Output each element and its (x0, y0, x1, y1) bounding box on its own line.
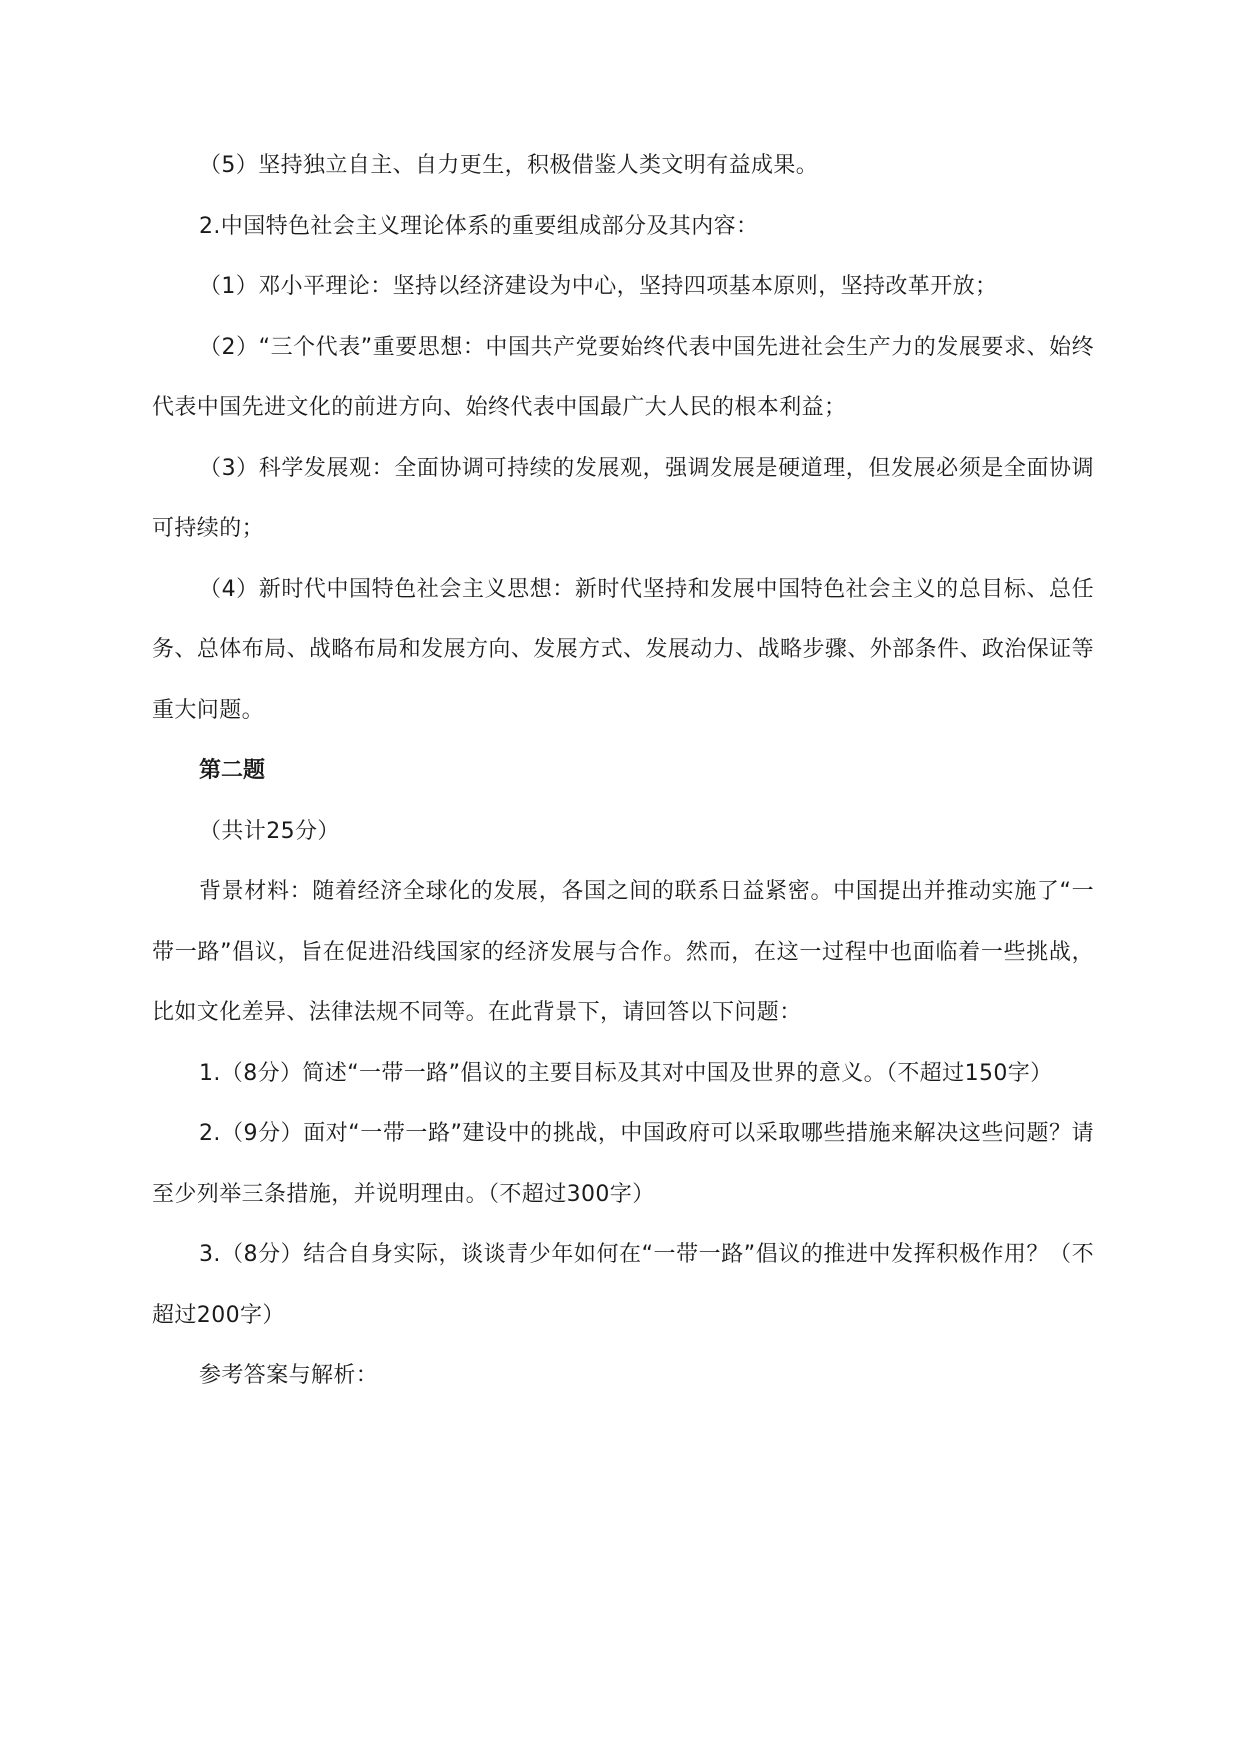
paragraph-theory-system-intro: 2.中国特色社会主义理论体系的重要组成部分及其内容： (199, 213, 759, 239)
question-1: 1.（8分）简述“一带一路”倡议的主要目标及其对中国及世界的意义。（不超过150字） (199, 1060, 1053, 1086)
paragraph-background-material: 背景材料：随着经济全球化的发展，各国之间的联系日益紧密。中国提出并推动实施了“一带一路”倡议，旨在促进沿线国家的经济发展与合作。然而，在这一过程中也面临着一些挑战，比如文化差异、法律法规不同等。在此背景下，请回答以下问题： (152, 879, 1094, 1025)
paragraph-deng-xiaoping-theory: （1）邓小平理论：坚持以经济建设为中心，坚持四项基本原则，坚持改革开放； (199, 274, 998, 299)
section-heading: 第二题 (199, 758, 266, 783)
paragraph-reference-answers: 参考答案与解析： (199, 1363, 379, 1388)
paragraph-scientific-development: （3）科学发展观：全面协调可持续的发展观，强调发展是硬道理，但发展必须是全面协调可持续的； (152, 455, 1094, 541)
paragraph-new-era-thought: （4）新时代中国特色社会主义思想：新时代坚持和发展中国特色社会主义的总目标、总任务、总体布局、战略布局和发展方向、发展方式、发展动力、战略步骤、外部条件、政治保证等重大问题。 (152, 576, 1094, 723)
question-2: 2.（9分）面对“一带一路”建设中的挑战，中国政府可以采取哪些措施来解决这些问题？请至少列举三条措施，并说明理由。（不超过300字） (152, 1121, 1094, 1207)
question-3: 3.（8分）结合自身实际，谈谈青少年如何在“一带一路”倡议的推进中发挥积极作用？（不超过200字） (152, 1242, 1094, 1328)
document-body (152, 136, 1094, 1407)
paragraph-total-score: （共计25分） (199, 818, 340, 844)
paragraph-three-represents: （2）“三个代表”重要思想：中国共产党要始终代表中国先进社会生产力的发展要求、始终代表中国先进文化的前进方向、始终代表中国最广大人民的根本利益； (152, 334, 1094, 420)
paragraph-principle-5: （5）坚持独立自主、自力更生，积极借鉴人类文明有益成果。 (199, 153, 819, 178)
